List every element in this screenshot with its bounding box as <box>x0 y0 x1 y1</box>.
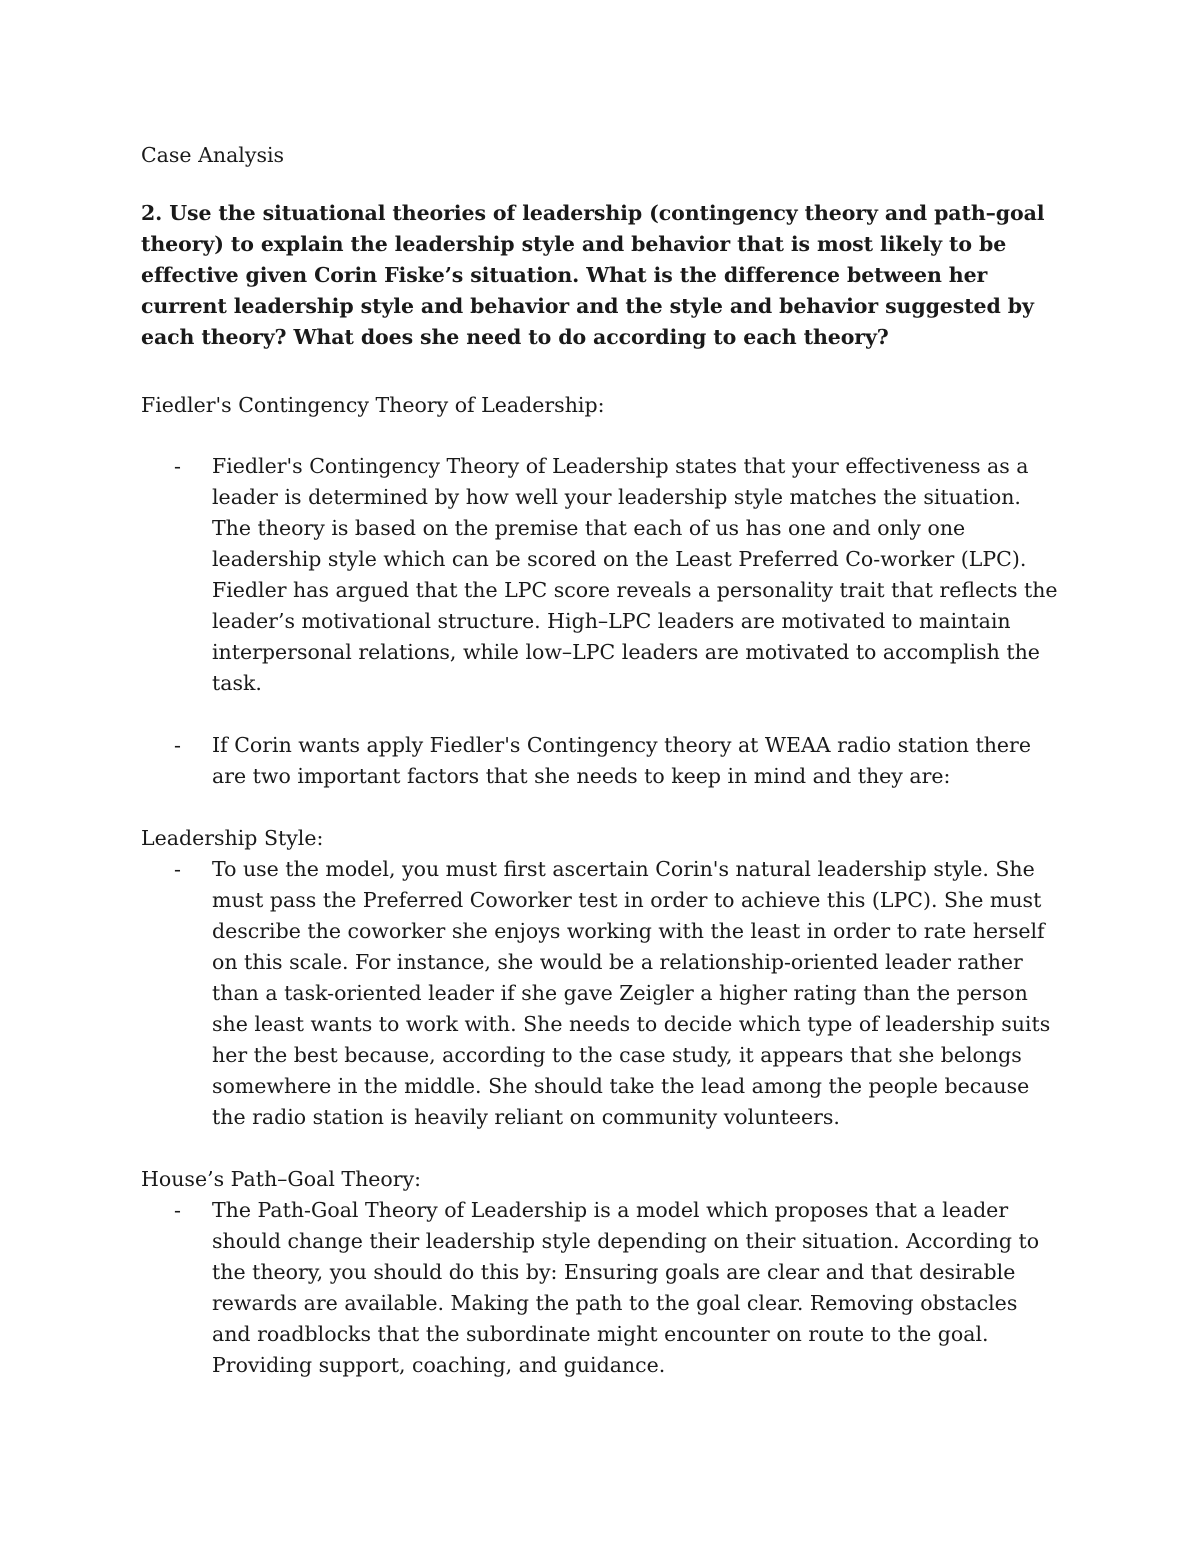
list-item <box>141 1195 1061 1381</box>
document-title: Case Analysis <box>141 143 285 167</box>
section-heading-path-goal: House’s Path–Goal Theory: <box>141 1167 422 1191</box>
list-item <box>141 451 1061 699</box>
bullet-dash: - <box>174 733 181 757</box>
question-text: 2. Use the situational theories of leadership (contingency theory and path–goal theory) to explain the leadership style and behavior that is most likely to be effective given Corin Fiske’s situation. What is the difference between her current leadership style and behavior and the style and behavior suggested by each theory? What does she need to do according to each theory? <box>141 201 1045 349</box>
bullet-dash: - <box>174 454 181 478</box>
list-item-text: The Path-Goal Theory of Leadership is a model which proposes that a leader should change their leadership style depending on their situation. According to the theory, you should do this by: Ensuring goals are clear and that desirable rewards are available. Making the path to the goal clear. Removing obstacles and roadblocks that the subordinate might encounter on route to the goal. Providing support, coaching, and guidance. <box>212 1198 1040 1377</box>
list-item <box>141 854 1061 1133</box>
section-heading-fiedler: Fiedler's Contingency Theory of Leadership: <box>141 393 605 417</box>
bullet-dash: - <box>174 1198 181 1222</box>
bullet-list-fiedler <box>141 451 1061 792</box>
list-item <box>141 730 1061 792</box>
list-item-text: If Corin wants apply Fiedler's Contingency theory at WEAA radio station there are two important factors that she needs to keep in mind and they are: <box>212 733 1031 788</box>
section-heading-leadership-style: Leadership Style: <box>141 826 324 850</box>
bullet-dash: - <box>174 857 181 881</box>
document-page <box>141 140 1061 1381</box>
list-item-text: Fiedler's Contingency Theory of Leadership states that your effectiveness as a leader is determined by how well your leadership style matches the situation. The theory is based on the premise that each of us has one and only one leadership style which can be scored on the Least Preferred Co-worker (LPC). Fiedler has argued that the LPC score reveals a personality trait that reflects the leader’s motivational structure. High–LPC leaders are motivated to maintain interpersonal relations, while low–LPC leaders are motivated to accomplish the task. <box>212 454 1058 695</box>
bullet-list-leadership-style <box>141 854 1061 1133</box>
list-item-text: To use the model, you must first ascertain Corin's natural leadership style. She must pass the Preferred Coworker test in order to achieve this (LPC). She must describe the coworker she enjoys working with the least in order to rate herself on this scale. For instance, she would be a relationship-oriented leader rather than a task-oriented leader if she gave Zeigler a higher rating than the person she least wants to work with. She needs to decide which type of leadership suits her the best because, according to the case study, it appears that she belongs somewhere in the middle. She should take the lead among the people because the radio station is heavily reliant on community volunteers. <box>212 857 1051 1129</box>
bullet-list-path-goal <box>141 1195 1061 1381</box>
